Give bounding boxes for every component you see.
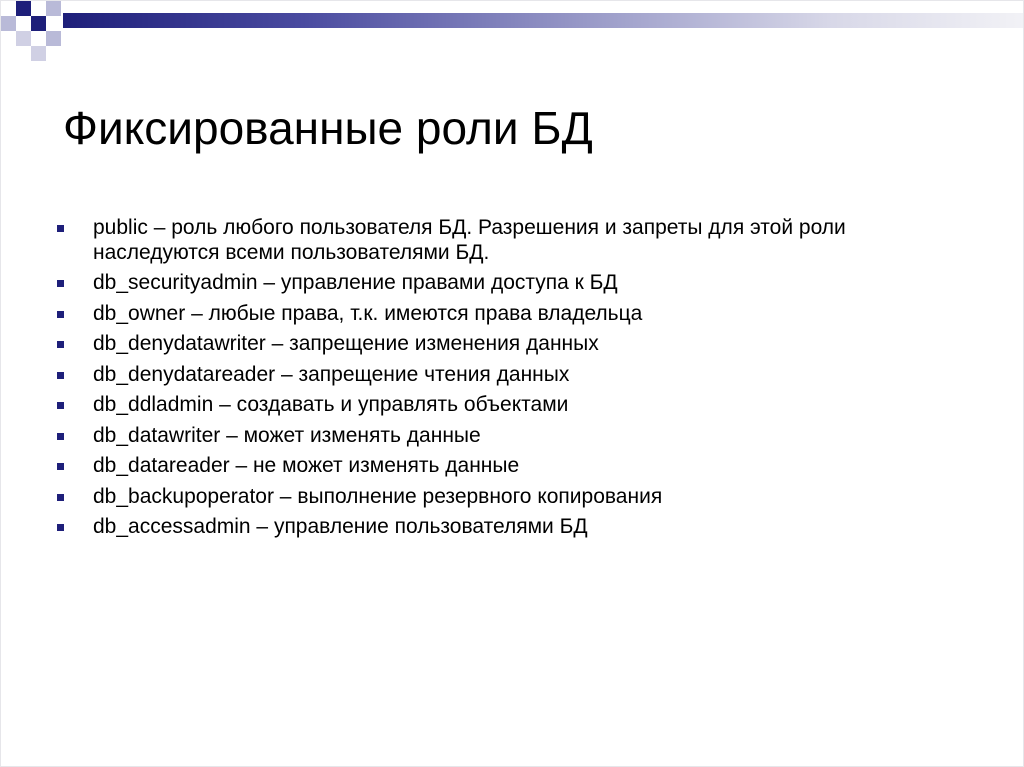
square-bullet-icon <box>57 341 64 348</box>
list-item-text: db_datawriter – может изменять данные <box>93 423 481 447</box>
square-bullet-icon <box>57 494 64 501</box>
list-item <box>56 485 976 510</box>
list-item <box>56 454 976 479</box>
header-gradient-bar <box>63 13 1024 28</box>
list-item-text: db_securityadmin – управление правами доступа к БД <box>93 271 618 294</box>
list-item-text: db_owner – любые права, т.к. имеются права владельца <box>93 301 643 325</box>
square-bullet-icon <box>57 433 64 440</box>
corner-squares-decoration <box>1 1 81 65</box>
list-item <box>56 393 976 418</box>
square-bullet-icon <box>57 463 64 470</box>
square-bullet-icon <box>57 311 64 318</box>
bullet-list <box>56 216 976 546</box>
square-bullet-icon <box>57 225 64 232</box>
list-item-text: db_denydatareader – запрещение чтения данных <box>93 362 570 386</box>
square-bullet-icon <box>57 280 64 287</box>
slide-title: Фиксированные роли БД <box>63 102 593 154</box>
square-bullet-icon <box>57 524 64 531</box>
list-item-text: db_datareader – не может изменять данные <box>93 454 520 477</box>
list-item <box>56 332 976 357</box>
list-item <box>56 424 976 449</box>
list-item <box>56 363 976 388</box>
square-bullet-icon <box>57 372 64 379</box>
list-item-text: db_accessadmin – управление пользователями БД <box>93 515 588 538</box>
list-item <box>56 271 976 296</box>
list-item-text: db_backupoperator – выполнение резервного копирования <box>93 484 663 508</box>
list-item <box>56 216 976 265</box>
list-item-text: db_ddladmin – создавать и управлять объектами <box>93 393 569 416</box>
list-item <box>56 302 976 327</box>
square-bullet-icon <box>57 402 64 409</box>
list-item-text: public – роль любого пользователя БД. Разрешения и запреты для этой роли наследуются всеми пользователями БД. <box>93 216 846 264</box>
list-item-text: db_denydatawriter – запрещение изменения данных <box>93 332 599 355</box>
list-item <box>56 515 976 540</box>
